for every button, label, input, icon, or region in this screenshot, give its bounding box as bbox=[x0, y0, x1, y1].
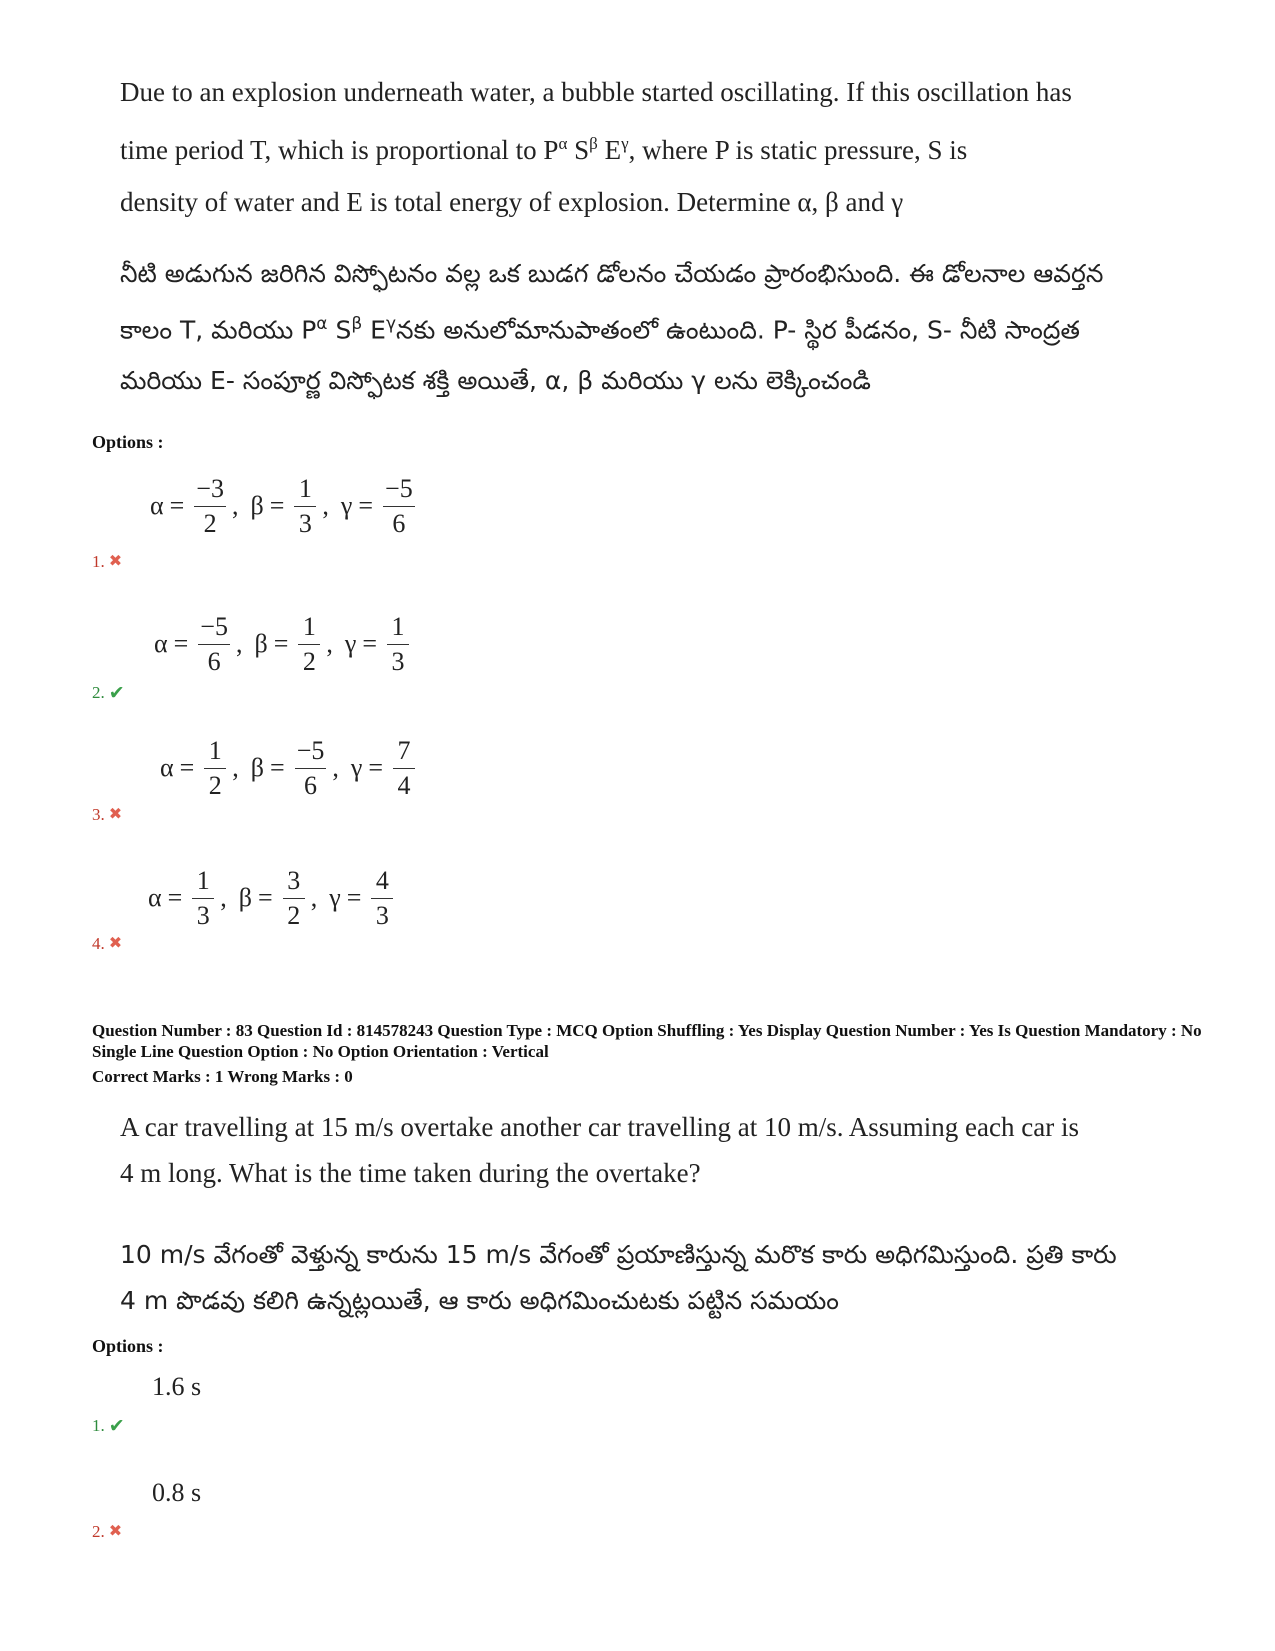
q82-en-line2: time period T, which is proportional to $P^\alpha$ $S^\beta$ $E^\gamma$, where P is static pressure, S is bbox=[120, 134, 968, 165]
q82-option-4-formula[interactable]: α = $\frac{1}{3}$ , β = $\frac{3}{2}$ , γ = $\frac{4}{3}$ bbox=[146, 866, 397, 931]
fraction: $\frac{1}{3}$ bbox=[387, 612, 409, 677]
fraction: $\frac{-5}{6}$ bbox=[200, 612, 228, 676]
q83-option-2-number: 2. ✖ bbox=[92, 1522, 123, 1541]
q83-options-label: Options : bbox=[92, 1336, 164, 1356]
q83-english-text bbox=[120, 1104, 1180, 1196]
fraction: $\frac{3}{2}$ bbox=[283, 866, 305, 931]
q82-te-line3: మరియు E- సంపూర్ణ విస్ఫోటక శక్తి అయితే, α, β మరియు γ లను లెక్కించండి bbox=[120, 366, 871, 396]
fraction: $\frac{1}{2}$ bbox=[298, 612, 320, 677]
q83-option-2-value[interactable]: 0.8 s bbox=[152, 1478, 202, 1507]
cross-icon: ✖ bbox=[108, 806, 123, 823]
checkmark-icon: ✔ bbox=[108, 1415, 125, 1437]
fraction: $\frac{-5}{6}$ bbox=[385, 474, 413, 538]
q82-english-text bbox=[120, 66, 1160, 228]
q83-option-1-value[interactable]: 1.6 s bbox=[152, 1372, 202, 1401]
fraction: $\frac{7}{4}$ bbox=[393, 736, 415, 801]
q82-en-line3: density of water and E is total energy of explosion. Determine α, β and γ bbox=[120, 187, 904, 217]
q83-metadata: Question Number : 83 Question Id : 814578243 Question Type : MCQ Option Shuffling : Yes Display Question Number : Yes Is Question Mandatory : No Single Line Question Option : No Option Orientation : Vertical bbox=[92, 1021, 1202, 1061]
fraction: $\frac{1}{3}$ bbox=[294, 474, 316, 539]
q82-en-line1: Due to an explosion underneath water, a bubble started oscillating. If this oscillation has bbox=[120, 77, 1072, 107]
q82-option-3-formula[interactable]: α = $\frac{1}{2}$ , β = $\frac{-5}{6}$ , γ = $\frac{7}{4}$ bbox=[158, 736, 419, 801]
q82-telugu-text bbox=[120, 248, 1180, 406]
q82-te-line2: కాలం T, మరియు $P^\alpha$ $S^\beta$ $E^\gamma నకు$ అనులోమానుపాతంలో ఉంటుంది. P- స్థిర పీడనం, S- నీటి సాంద్రత bbox=[120, 314, 1080, 345]
q82-option-1-number: 1. ✖ bbox=[92, 552, 123, 571]
q82-option-4-number: 4. ✖ bbox=[92, 934, 123, 953]
checkmark-icon: ✔ bbox=[108, 682, 125, 704]
q83-en-line1: A car travelling at 15 m/s overtake another car travelling at 10 m/s. Assuming each car is bbox=[120, 1112, 1079, 1142]
q83-en-line2: 4 m long. What is the time taken during the overtake? bbox=[120, 1158, 701, 1188]
q82-options-label: Options : bbox=[92, 432, 164, 452]
fraction: $\frac{4}{3}$ bbox=[371, 866, 393, 931]
q82-option-2-formula[interactable]: α = $\frac{-5}{6}$ , β = $\frac{1}{2}$ , γ = $\frac{1}{3}$ bbox=[152, 612, 413, 677]
q82-option-2-number: 2. ✔ bbox=[92, 682, 125, 704]
fraction: $\frac{1}{3}$ bbox=[192, 866, 214, 931]
fraction: $\frac{-5}{6}$ bbox=[296, 736, 325, 800]
q83-option-1-number: 1. ✔ bbox=[92, 1415, 125, 1437]
q83-te-line2: 4 m పొడవు కలిగి ఉన్నట్లయితే, ఆ కారు అధిగమించుటకు పట్టిన సమయం bbox=[120, 1286, 839, 1315]
q83-te-line1: 10 m/s వేగంతో వెళ్తున్న కారును 15 m/s వేగంతో ప్రయాణిస్తున్న మరొక కారు అధిగమిస్తుంది. ప్రతి కారు bbox=[120, 1240, 1117, 1269]
q82-option-3-number: 3. ✖ bbox=[92, 805, 123, 824]
fraction: $\frac{1}{2}$ bbox=[204, 736, 226, 801]
q82-te-line1: నీటి అడుగున జరిగిన విస్ఫోటనం వల్ల ఒక బుడగ డోలనం చేయడం ప్రారంభిసుంది. ఈ డోలనాల ఆవర్తన bbox=[120, 259, 1104, 288]
fraction: $\frac{-3}{2}$ bbox=[196, 474, 224, 538]
q83-telugu-text bbox=[120, 1232, 1180, 1324]
q83-marks: Correct Marks : 1 Wrong Marks : 0 bbox=[92, 1067, 353, 1086]
cross-icon: ✖ bbox=[108, 553, 123, 570]
cross-icon: ✖ bbox=[108, 935, 123, 952]
cross-icon: ✖ bbox=[108, 1523, 123, 1540]
q82-option-1-formula[interactable]: α = $\frac{-3}{2}$ , β = $\frac{1}{3}$ , γ = $\frac{-5}{6}$ bbox=[150, 474, 413, 538]
